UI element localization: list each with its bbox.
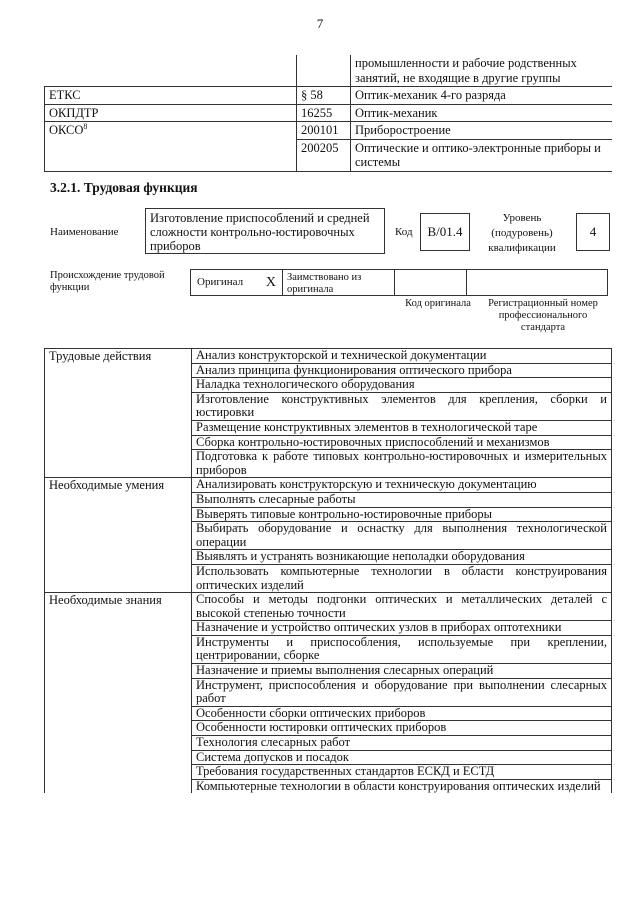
classification-row bbox=[45, 122, 612, 140]
level-box: 4 bbox=[576, 213, 610, 251]
table-row bbox=[45, 478, 612, 493]
classification-table bbox=[44, 55, 612, 172]
table-row bbox=[45, 349, 612, 364]
cls-doc-name: ОКПДТР bbox=[45, 104, 297, 122]
list-item: Подготовка к работе типовых контрольно-юстировочных и измерительных приборов bbox=[192, 450, 612, 478]
list-item: Выполнять слесарные работы bbox=[192, 492, 612, 507]
table-row bbox=[45, 593, 612, 621]
classification-row bbox=[45, 104, 612, 122]
code-label: Код bbox=[395, 226, 413, 238]
list-item: Выверять типовые контрольно-юстировочные приборы bbox=[192, 507, 612, 522]
reg-number-cell bbox=[467, 270, 607, 295]
cls-title: Оптик-механик 4-го разряда bbox=[351, 87, 612, 105]
cls-cell-empty bbox=[45, 55, 297, 87]
list-item: Система допусков и посадок bbox=[192, 750, 612, 765]
list-item: Требования государственных стандартов ЕСКД и ЕСТД bbox=[192, 765, 612, 780]
original-label: Оригинал bbox=[197, 275, 244, 288]
cls-cell-empty bbox=[297, 55, 351, 87]
classification-row bbox=[45, 87, 612, 105]
list-item: Размещение конструктивных элементов в технологической таре bbox=[192, 420, 612, 435]
list-item: Инструмент, приспособления и оборудование при выполнении слесарных работ bbox=[192, 678, 612, 706]
cls-title: Оптические и оптико-электронные приборы и системы bbox=[351, 139, 612, 171]
category-required-knowledge: Необходимые знания bbox=[45, 593, 192, 794]
cls-doc-name: ЕТКС bbox=[45, 87, 297, 105]
cls-code: 16255 bbox=[297, 104, 351, 122]
category-labor-actions: Трудовые действия bbox=[45, 349, 192, 478]
list-item: Анализ конструкторской и технической документации bbox=[192, 349, 612, 364]
classification-continuation-row bbox=[45, 55, 612, 87]
list-item: Анализ принципа функционирования оптического прибора bbox=[192, 363, 612, 378]
cls-code: § 58 bbox=[297, 87, 351, 105]
function-name-box: Изготовление приспособлений и средней сложности контрольно-юстировочных приборов bbox=[145, 208, 385, 254]
category-required-skills: Необходимые умения bbox=[45, 478, 192, 593]
list-item: Выявлять и устранять возникающие неполадки оборудования bbox=[192, 550, 612, 565]
list-item: Особенности сборки оптических приборов bbox=[192, 706, 612, 721]
list-item: Выбирать оборудование и оснастку для выполнения технологической операции bbox=[192, 522, 612, 550]
reg-number-label: Регистрационный номер профессионального стандарта bbox=[488, 298, 598, 333]
list-item: Изготовление конструктивных элементов для крепления, сборки и юстировки bbox=[192, 392, 612, 420]
original-mark: X bbox=[265, 274, 276, 290]
cls-code: 200101 bbox=[297, 122, 351, 140]
page-number: 7 bbox=[316, 16, 324, 31]
footnote-mark: 8 bbox=[83, 122, 88, 131]
list-item: Анализировать конструкторскую и техническую документацию bbox=[192, 478, 612, 493]
cls-doc-name: ОКСО$^8$ bbox=[45, 122, 297, 172]
level-label: Уровень (подуровень) квалификации bbox=[488, 212, 556, 254]
list-item: Сборка контрольно-юстировочных приспособлений и механизмов bbox=[192, 435, 612, 450]
cls-continuation-text: промышленности и рабочие родственных занятий, не входящие в другие группы bbox=[351, 55, 612, 87]
cls-title: Оптик-механик bbox=[351, 104, 612, 122]
original-cell bbox=[191, 270, 283, 295]
list-item: Инструменты и приспособления, используемые при креплении, центрировании, сборке bbox=[192, 635, 612, 663]
list-item: Назначение и устройство оптических узлов в приборах оптотехники bbox=[192, 621, 612, 636]
list-item: Назначение и приемы выполнения слесарных операций bbox=[192, 664, 612, 679]
function-code-box: B/01.4 bbox=[420, 213, 470, 251]
code-original-cell bbox=[395, 270, 467, 295]
list-item: Особенности юстировки оптических приборов bbox=[192, 721, 612, 736]
origin-label: Происхождение трудовой функции bbox=[50, 270, 165, 293]
labor-function-table bbox=[44, 348, 612, 793]
code-original-label: Код оригинала bbox=[405, 298, 471, 309]
borrowed-cell: Заимствовано из оригинала bbox=[283, 270, 395, 295]
name-label: Наименование bbox=[50, 226, 119, 238]
list-item: Способы и методы подгонки оптических и металлических деталей с высокой степенью точности bbox=[192, 593, 612, 621]
list-item: Технология слесарных работ bbox=[192, 736, 612, 751]
list-item: Наладка технологического оборудования bbox=[192, 378, 612, 393]
list-item: Компьютерные технологии в области конструирования оптических изделий bbox=[192, 779, 612, 793]
cls-code: 200205 bbox=[297, 139, 351, 171]
cls-title: Приборостроение bbox=[351, 122, 612, 140]
origin-row bbox=[190, 269, 608, 296]
list-item: Использовать компьютерные технологии в области конструирования оптических изделий bbox=[192, 564, 612, 592]
section-title: 3.2.1. Трудовая функция bbox=[50, 180, 198, 195]
